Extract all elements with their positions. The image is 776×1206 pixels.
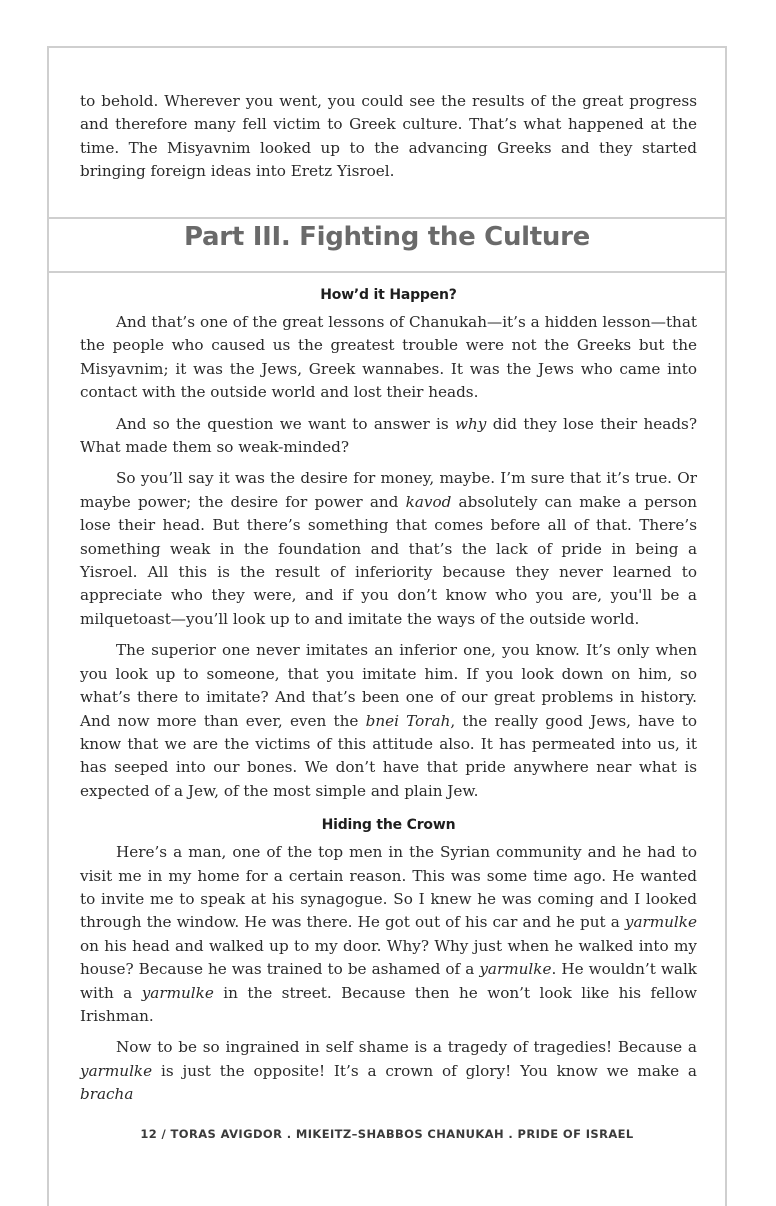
- text-run: And so the question we want to answer is: [116, 414, 456, 433]
- text-run: did they lose their heads? What made them so weak-minded?: [80, 414, 697, 457]
- italic-term: bracha: [80, 1085, 134, 1104]
- article-body: [80, 287, 697, 1107]
- text-run: So you’ll say it was the desire for money, maybe. I’m sure that it’s true. Or maybe power; the desire for power and: [80, 469, 697, 511]
- page-footer: 12 / TORAS AVIGDOR . MIKEITZ–SHABBOS CHANUKAH . PRIDE OF ISRAEL: [140, 1127, 634, 1141]
- body-paragraph: [80, 639, 697, 803]
- text-run: on his head and walked up to my door. Why? Why just when he walked into my house? Because he was trained to be ashamed of a: [80, 936, 697, 979]
- text-run: . He wouldn’t walk with a: [80, 960, 697, 1002]
- text-run: Here’s a man, one of the top men in the Syrian community and he had to visit me in my home for a certain reason. This was some time ago. He wanted to invite me to speak at his synagogue. So I knew he was coming and I looked through the window. He was there. He got out of his car and he put a: [80, 843, 697, 932]
- italic-term: yarmulke: [479, 960, 552, 979]
- section-title: Part III. Fighting the Culture: [184, 222, 590, 252]
- italic-term: bnei Torah: [365, 711, 451, 730]
- body-paragraph: [80, 1036, 697, 1106]
- section-divider-bottom: [47, 271, 727, 273]
- intro-paragraph: to behold. Wherever you went, you could see the results of the great progress and therefore many fell victim to Greek culture. That’s what happened at the time. The Misyavnim looked up to the advancing Greeks and they started bringing foreign ideas into Eretz Yisroel.: [80, 92, 697, 181]
- body-paragraph: [80, 311, 697, 405]
- body-paragraph: [80, 467, 697, 631]
- italic-term: yarmulke: [80, 1061, 153, 1080]
- text-run: is just the opposite! It’s a crown of glory! You know we make a: [152, 1061, 697, 1080]
- text-run: And that’s one of the great lessons of Chanukah—it’s a hidden lesson—that the people who caused us the greatest trouble were not the Greeks but the Misyavnim; it was the Jews, Greek wannabes. It was the Jews who came into contact with the outside world and lost their heads.: [80, 313, 697, 402]
- italic-term: kavod: [405, 492, 452, 511]
- text-run: absolutely can make a person lose their head. But there’s something that comes before all of that. There’s something weak in the foundation and that’s the lack of pride in being a Yisroel. All this is the result of inferiority because they never learned to appreciate who they were, and if you don’t know who you are, you'll be a milquetoast—you’ll look up to and imitate the ways of the outside world.: [80, 492, 697, 628]
- italic-term: yarmulke: [141, 983, 214, 1002]
- subsection-heading: How’d it Happen?: [320, 287, 457, 303]
- body-paragraph: [80, 841, 697, 1028]
- text-run: in the street. Because then he won’t look like his fellow Irishman.: [80, 983, 697, 1025]
- text-run: Now to be so ingrained in self shame is a tragedy of tragedies! Because a: [116, 1038, 697, 1057]
- section-divider-top: [47, 217, 727, 219]
- subsection-heading: Hiding the Crown: [321, 817, 456, 834]
- body-paragraph: [80, 413, 697, 460]
- italic-term: yarmulke: [624, 913, 697, 932]
- text-run: , the really good Jews, have to know that we are the victims of this attitude also. It has permeated into us, it has seeped into our bones. We don’t have that pride anywhere near what is expected of a Jew, of the most simple and plain Jew.: [80, 711, 698, 800]
- text-run: The superior one never imitates an inferior one, you know. It’s only when you look up to someone, that you imitate him. If you look down on him, so what’s there to imitate? And that’s been one of our great problems in history. And now more than ever, even the: [80, 641, 697, 730]
- italic-term: why: [455, 414, 487, 433]
